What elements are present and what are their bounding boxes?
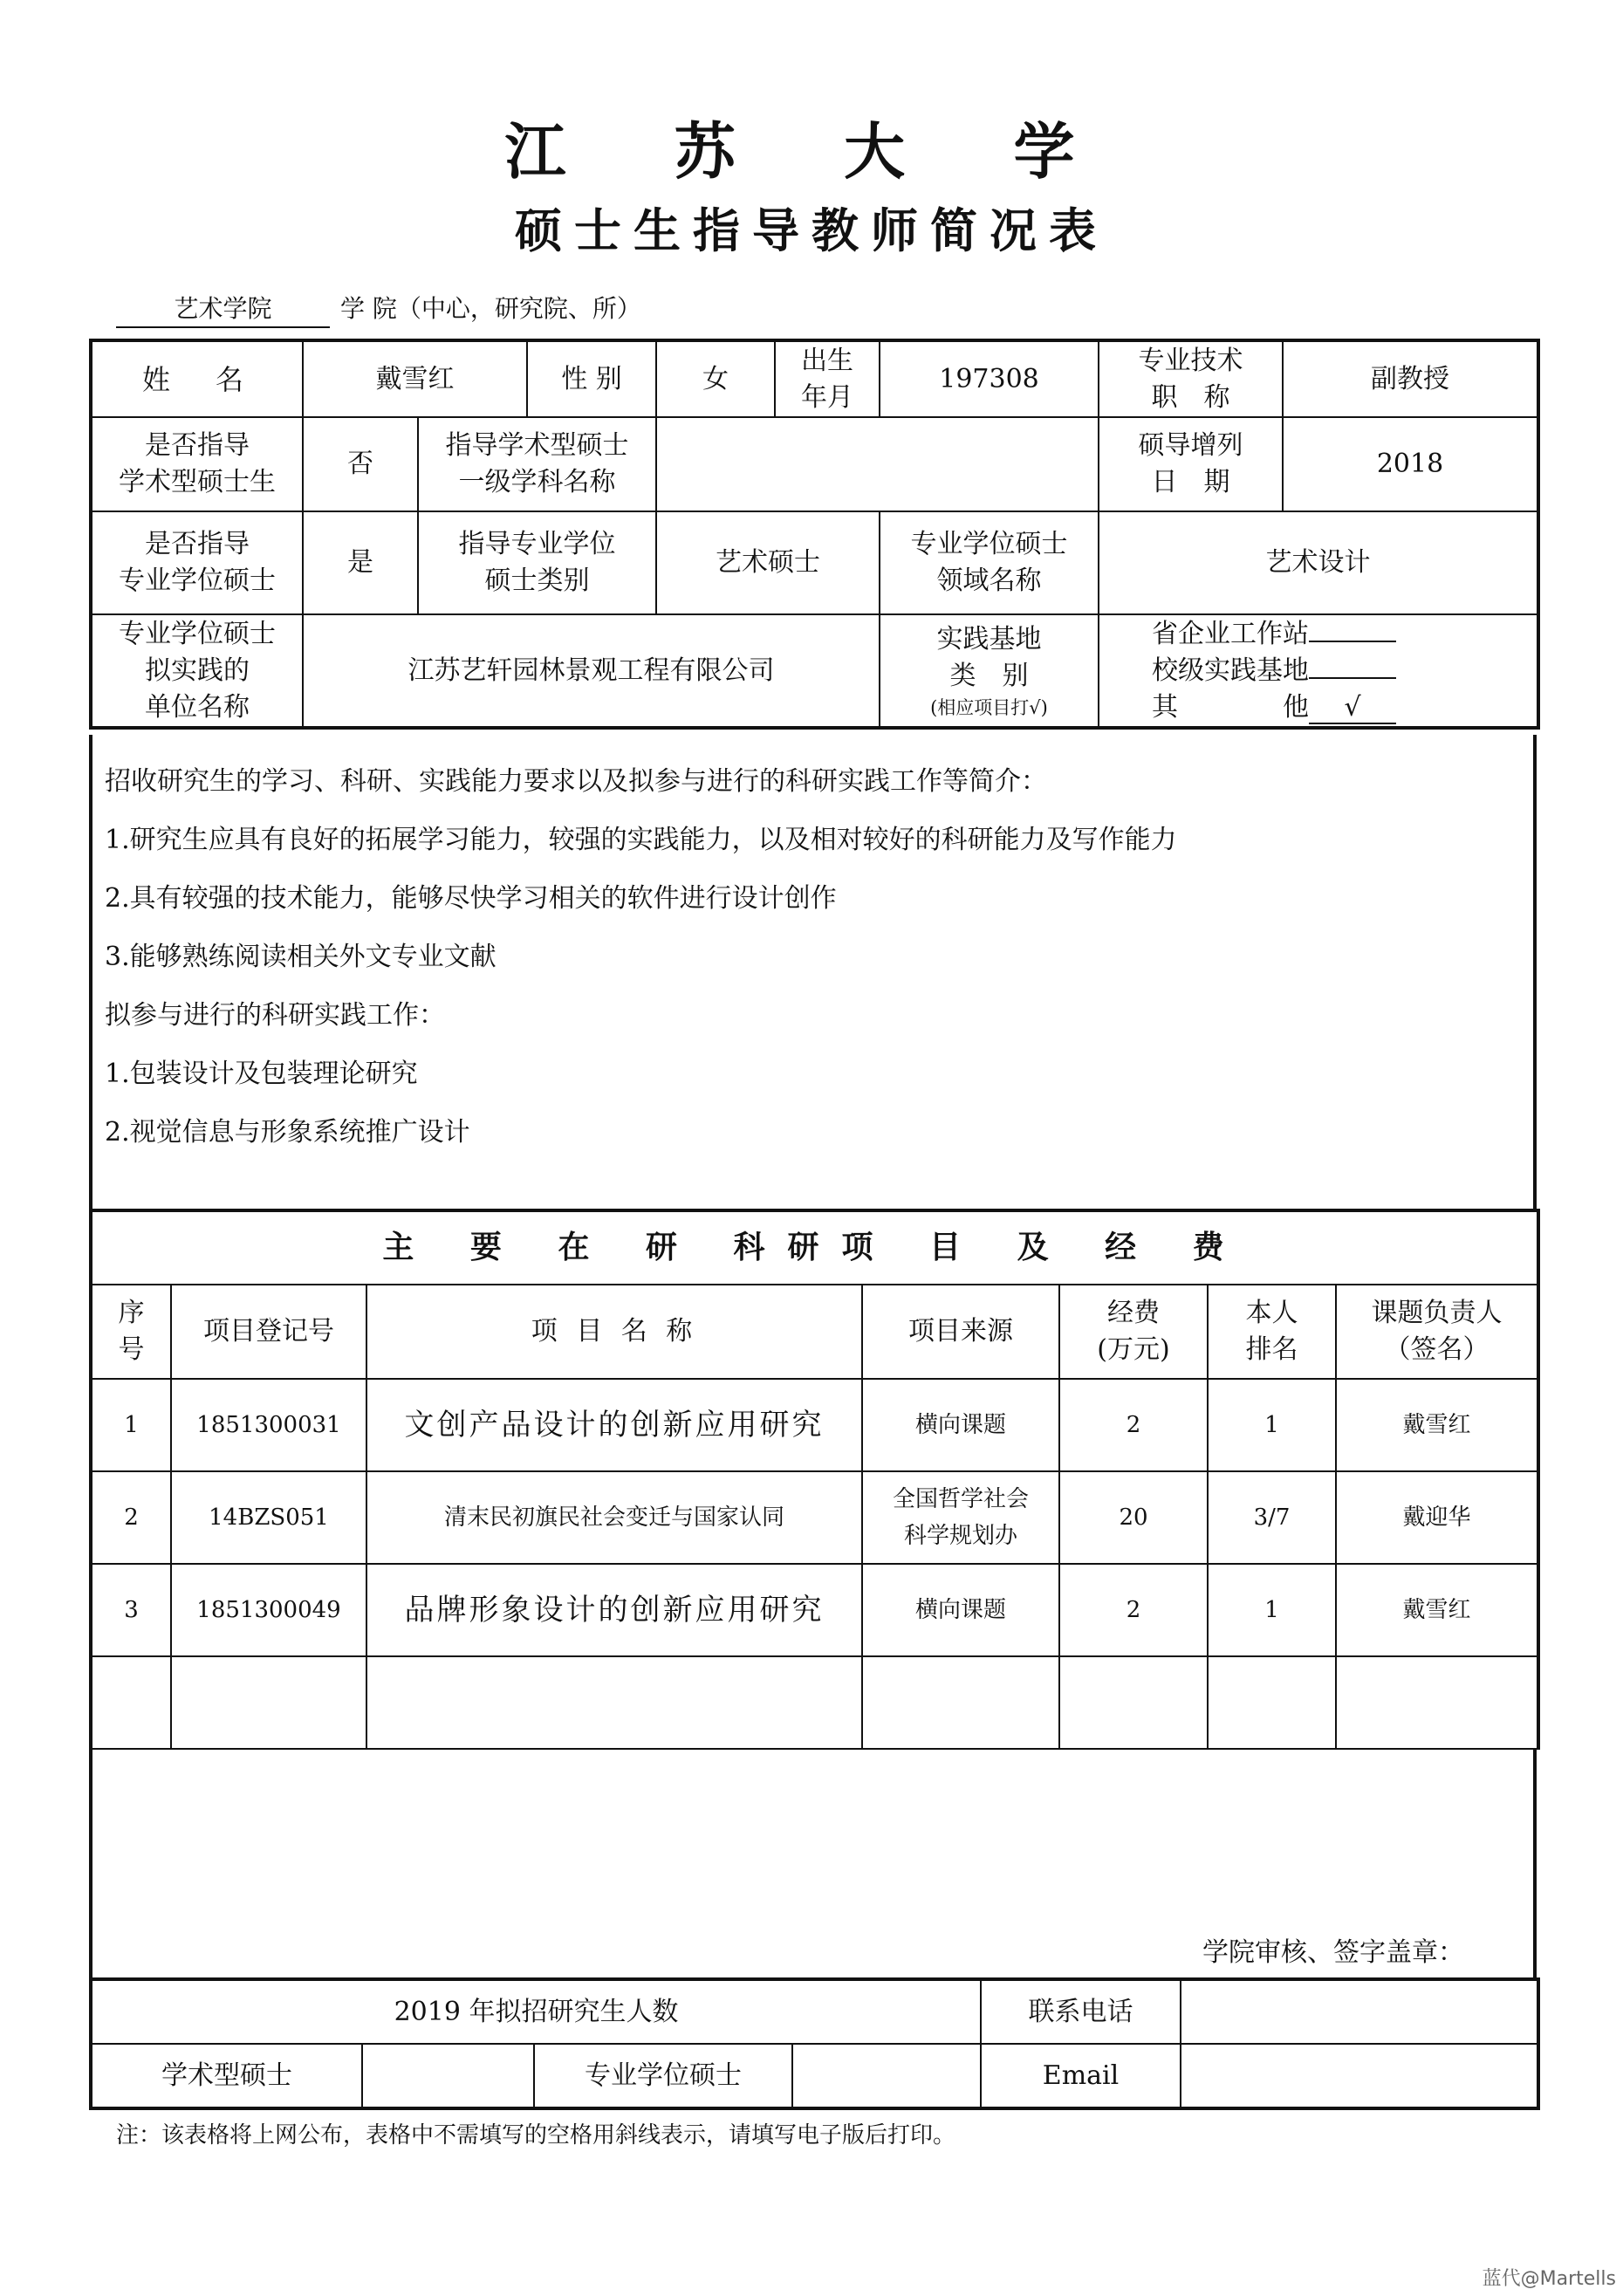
col-reg-header: 项目登记号: [171, 1285, 366, 1379]
phone-label: 联系电话: [981, 1979, 1181, 2044]
academic-subject-label: 指导学术型硕士 一级学科名称: [418, 417, 656, 511]
project-no[interactable]: 1: [91, 1379, 171, 1471]
title-value[interactable]: 副教授: [1283, 340, 1538, 417]
added-date-value[interactable]: 2018: [1283, 417, 1538, 511]
footer-note: 注：该表格将上网公布，表格中不需填写的空格用斜线表示，请填写电子版后打印。: [116, 2122, 956, 2149]
requirements-intro: 招收研究生的学习、科研、实践能力要求以及拟参与进行的科研实践工作等简介：: [105, 766, 1047, 797]
col-source-header: 项目来源: [862, 1285, 1059, 1379]
project-source[interactable]: 横向课题: [862, 1564, 1059, 1656]
col-no-header: 序 号: [91, 1285, 171, 1379]
empty-cell[interactable]: [862, 1656, 1059, 1749]
col-funds-header: 经费 (万元): [1059, 1285, 1208, 1379]
table-row: [91, 1471, 1538, 1564]
project-rank[interactable]: 1: [1208, 1564, 1336, 1656]
professional-type-value[interactable]: 艺术硕士: [656, 511, 880, 614]
col-leader-header: 课题负责人 （签名）: [1336, 1285, 1538, 1379]
table-row: [91, 1379, 1538, 1471]
professional-count-label: 专业学位硕士: [534, 2044, 792, 2108]
birth-value[interactable]: 197308: [880, 340, 1099, 417]
college-line: [116, 290, 641, 328]
enrollment-table: [89, 1977, 1540, 2110]
college-suffix: 学 院（中心，研究院、所）: [340, 294, 641, 323]
gender-label: 性 别: [527, 340, 656, 417]
project-leader[interactable]: 戴迎华: [1336, 1471, 1538, 1564]
practice-unit-value[interactable]: 江苏艺轩园林景观工程有限公司: [303, 614, 880, 728]
work-intro: 拟参与进行的科研实践工作：: [105, 1000, 445, 1031]
empty-cell[interactable]: [1336, 1656, 1538, 1749]
academic-label: 是否指导 学术型硕士生: [91, 417, 303, 511]
requirement-item: 2.具有较强的技术能力，能够尽快学习相关的软件进行设计创作: [105, 883, 837, 914]
base-mark-other: √: [1309, 693, 1396, 724]
project-reg[interactable]: 1851300049: [171, 1564, 366, 1656]
requirement-item: 1.研究生应具有良好的拓展学习能力，较强的实践能力，以及相对较好的科研能力及写作能力: [105, 825, 1177, 855]
name-value[interactable]: 戴雪红: [303, 340, 527, 417]
base-mark-school: [1309, 677, 1396, 679]
project-no[interactable]: 3: [91, 1564, 171, 1656]
gender-value[interactable]: 女: [656, 340, 775, 417]
professional-label: 是否指导 专业学位硕士: [91, 511, 303, 614]
project-rank[interactable]: 1: [1208, 1379, 1336, 1471]
requirements-section: [89, 735, 1537, 1210]
name-label: 姓 名: [91, 340, 303, 417]
project-funds[interactable]: 2: [1059, 1564, 1208, 1656]
empty-cell[interactable]: [366, 1656, 862, 1749]
phone-value[interactable]: [1181, 1979, 1538, 2044]
project-leader[interactable]: 戴雪红: [1336, 1379, 1538, 1471]
work-item: 2.视觉信息与形象系统推广设计: [105, 1117, 470, 1148]
table-row-empty: [91, 1656, 1538, 1749]
email-label: Email: [981, 2044, 1181, 2108]
base-type-options: [1099, 614, 1538, 728]
empty-cell[interactable]: [91, 1656, 171, 1749]
professional-count-value[interactable]: [792, 2044, 981, 2108]
projects-heading: 主 要 在 研 科研项 目 及 经 费: [91, 1210, 1538, 1285]
project-rank[interactable]: 3/7: [1208, 1471, 1336, 1564]
base-mark-provincial: [1309, 641, 1396, 642]
email-value[interactable]: [1181, 2044, 1538, 2108]
project-reg[interactable]: 1851300031: [171, 1379, 366, 1471]
watermark: 蓝代@Martells: [1482, 2268, 1616, 2290]
professional-field-label: 专业学位硕士 领域名称: [880, 511, 1099, 614]
added-date-label: 硕导增列 日 期: [1099, 417, 1283, 511]
project-reg[interactable]: 14BZS051: [171, 1471, 366, 1564]
academic-count-label: 学术型硕士: [91, 2044, 362, 2108]
base-option-other[interactable]: 其 他 √: [1152, 689, 1537, 726]
birth-label: 出生 年月: [775, 340, 880, 417]
project-source[interactable]: 全国哲学社会 科学规划办: [862, 1471, 1059, 1564]
project-funds[interactable]: 2: [1059, 1379, 1208, 1471]
academic-count-value[interactable]: [362, 2044, 534, 2108]
review-label: 学院审核、签字盖章：: [1202, 1937, 1464, 1968]
base-option-provincial[interactable]: 省企业工作站: [1152, 616, 1537, 653]
project-funds[interactable]: 20: [1059, 1471, 1208, 1564]
university-title: 江 苏 大 学: [504, 116, 1119, 188]
empty-cell[interactable]: [171, 1656, 366, 1749]
professional-type-label: 指导专业学位 硕士类别: [418, 511, 656, 614]
form-title: 硕士生指导教师简况表: [515, 203, 1108, 258]
college-name[interactable]: 艺术学院: [116, 290, 330, 328]
col-name-header: 项 目 名 称: [366, 1285, 862, 1379]
base-type-label: 实践基地 类 别 (相应项目打√): [880, 614, 1099, 728]
project-name[interactable]: 品牌形象设计的创新应用研究: [366, 1564, 862, 1656]
title-label: 专业技术 职 称: [1099, 340, 1283, 417]
project-name[interactable]: 清末民初旗民社会变迁与国家认同: [366, 1471, 862, 1564]
empty-cell[interactable]: [1208, 1656, 1336, 1749]
table-row: [91, 1564, 1538, 1656]
work-item: 1.包装设计及包装理论研究: [105, 1059, 418, 1089]
academic-subject-value[interactable]: [656, 417, 1099, 511]
practice-unit-label: 专业学位硕士 拟实践的 单位名称: [91, 614, 303, 728]
requirement-item: 3.能够熟练阅读相关外文专业文献: [105, 942, 496, 972]
project-leader[interactable]: 戴雪红: [1336, 1564, 1538, 1656]
academic-value[interactable]: 否: [303, 417, 418, 511]
base-option-school[interactable]: 校级实践基地: [1152, 653, 1537, 689]
empty-cell[interactable]: [1059, 1656, 1208, 1749]
enrollment-plan-label: 2019 年拟招研究生人数: [91, 1979, 981, 2044]
basic-info-table: [89, 339, 1540, 730]
project-no[interactable]: 2: [91, 1471, 171, 1564]
projects-table: [89, 1209, 1540, 1750]
professional-value[interactable]: 是: [303, 511, 418, 614]
col-rank-header: 本人 排名: [1208, 1285, 1336, 1379]
project-source[interactable]: 横向课题: [862, 1379, 1059, 1471]
professional-field-value[interactable]: 艺术设计: [1099, 511, 1538, 614]
project-name[interactable]: 文创产品设计的创新应用研究: [366, 1379, 862, 1471]
